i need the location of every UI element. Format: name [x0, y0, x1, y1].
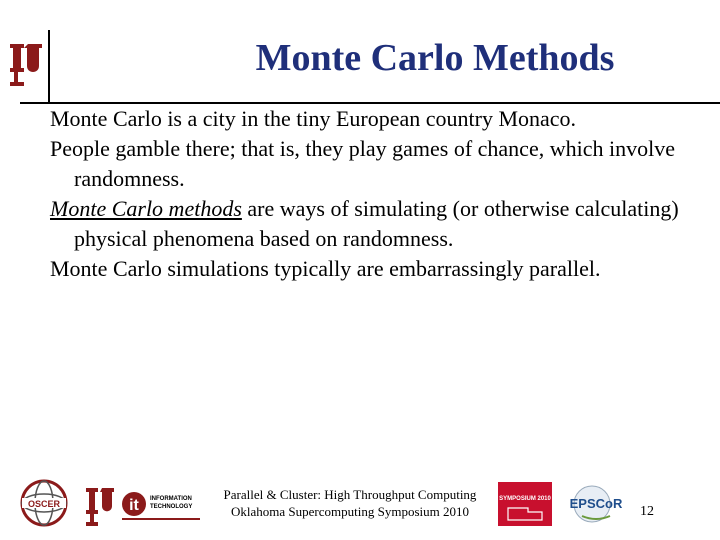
bullet-item: [50, 134, 710, 194]
footer-line-1: Parallel & Cluster: High Throughput Computing: [223, 487, 477, 502]
bullet-text: People gamble there; that is, they play games of chance, which involve randomness.: [50, 136, 675, 191]
svg-text:INFORMATION: INFORMATION: [150, 496, 192, 502]
bullet-text: are ways of simulating (or otherwise calculating) physical phenomena based on randomness.: [74, 196, 679, 251]
bullet-item: [50, 254, 710, 284]
slide-title: Monte Carlo Methods: [255, 37, 615, 79]
svg-text:TECHNOLOGY: TECHNOLOGY: [150, 504, 193, 510]
it-logo-icon: [120, 484, 202, 526]
bullet-item: [50, 104, 710, 134]
bullet-text: Monte Carlo is a city in the tiny European country Monaco.: [50, 106, 577, 131]
svg-text:OSCER: OSCER: [27, 499, 61, 509]
svg-text:it: it: [129, 497, 139, 514]
bullet-list: [50, 104, 710, 284]
svg-text:EPSCoR: EPSCoR: [569, 496, 623, 511]
svg-text:SYMPOSIUM 2010: SYMPOSIUM 2010: [499, 496, 551, 502]
epscor-logo-icon: [562, 482, 634, 526]
footer-text: [200, 486, 500, 520]
symposium-logo-icon: [498, 482, 552, 526]
page-number: 12: [640, 504, 654, 519]
ou-small-logo-icon: [84, 484, 118, 528]
oscer-logo-icon: [14, 478, 74, 528]
bullet-text: Monte Carlo simulations typically are embarrassingly parallel.: [50, 256, 601, 281]
footer-line-2: Oklahoma Supercomputing Symposium 2010: [231, 504, 469, 519]
bullet-item: [50, 194, 710, 254]
ou-logo-icon: [6, 38, 48, 90]
title-divider-vertical: [48, 30, 50, 102]
emphasized-term: Monte Carlo methods: [50, 196, 242, 221]
